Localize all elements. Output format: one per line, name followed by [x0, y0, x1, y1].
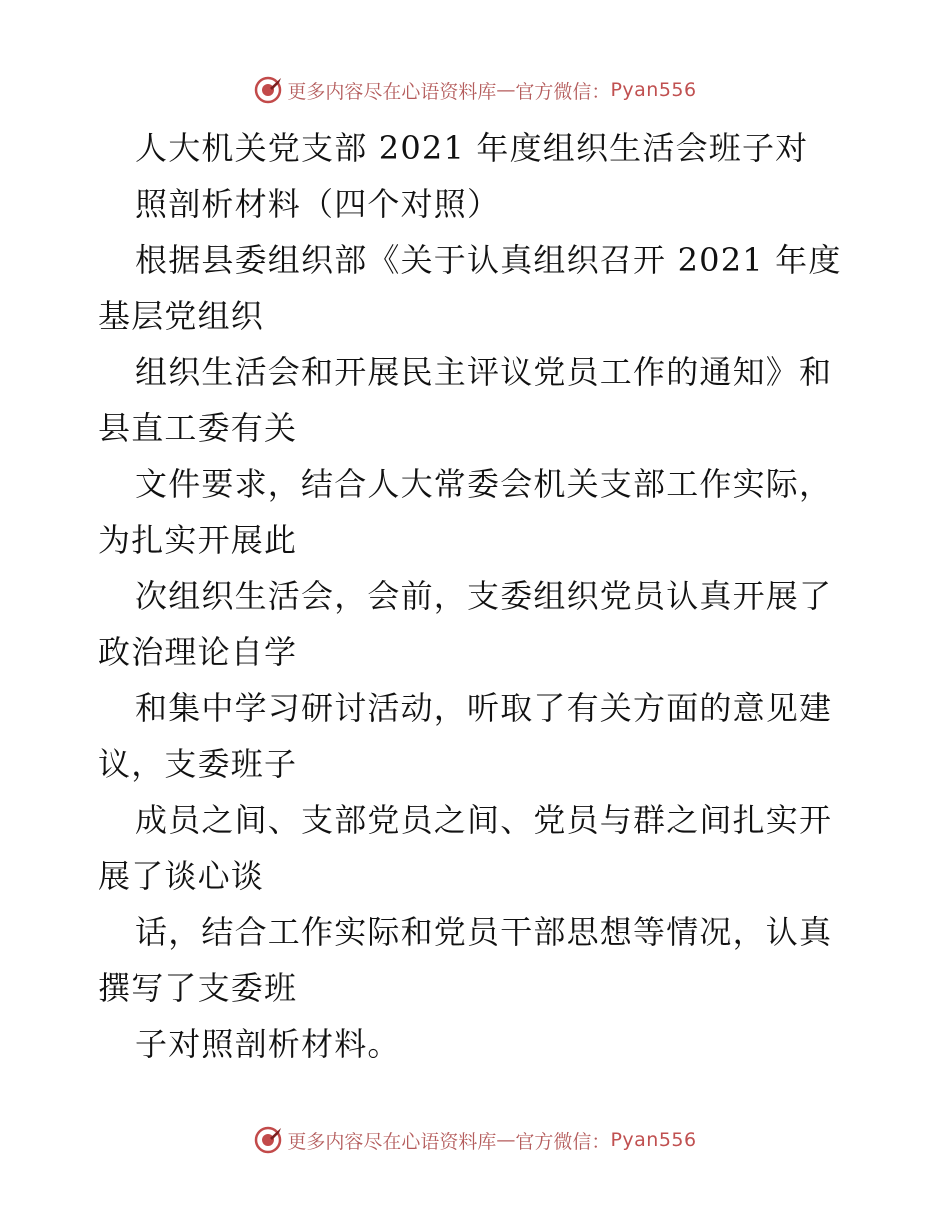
- pen-logo-icon: [253, 1125, 283, 1155]
- header-watermark: [0, 70, 950, 110]
- text-line: 撰写了支委班: [98, 969, 298, 1007]
- text-line: 人大机关党支部 2021 年度组织生活会班子对: [135, 129, 809, 167]
- text-line: 次组织生活会，会前，支委组织党员认真开展了: [135, 577, 833, 615]
- text-line: 展了谈心谈: [98, 857, 265, 895]
- text-line: 成员之间、支部党员之间、党员与群之间扎实开: [135, 801, 833, 839]
- text-line: 和集中学习研讨活动，听取了有关方面的意见建: [135, 689, 833, 727]
- text-line: 基层党组织: [98, 297, 265, 335]
- watermark-suffix-label: 官方微信：: [515, 1130, 611, 1153]
- watermark-separator: —: [496, 79, 516, 101]
- watermark-separator: —: [496, 1129, 516, 1151]
- text-line: 文件要求，结合人大常委会机关支部工作实际，: [135, 465, 833, 503]
- text-line: 政治理论自学: [98, 633, 298, 671]
- text-line: 组织生活会和开展民主评议党员工作的通知》和: [135, 353, 833, 391]
- watermark-code: Pyan556: [610, 79, 697, 101]
- watermark-text: 更多内容尽在心语资料库: [287, 80, 497, 103]
- pen-logo-icon: [253, 75, 283, 105]
- document-body: [98, 120, 858, 1072]
- text-line: 为扎实开展此: [98, 521, 298, 559]
- text-line: 子对照剖析材料。: [135, 1025, 401, 1063]
- text-line: 话，结合工作实际和党员干部思想等情况，认真: [135, 913, 833, 951]
- watermark-text: 更多内容尽在心语资料库: [287, 1130, 497, 1153]
- text-line: 议，支委班子: [98, 745, 298, 783]
- footer-watermark: [0, 1120, 950, 1160]
- watermark-code: Pyan556: [610, 1129, 697, 1151]
- watermark-suffix-label: 官方微信：: [515, 80, 611, 103]
- text-line: 县直工委有关: [98, 409, 298, 447]
- text-line: 根据县委组织部《关于认真组织召开 2021 年度: [135, 241, 842, 279]
- text-line: 照剖析材料（四个对照）: [135, 185, 501, 223]
